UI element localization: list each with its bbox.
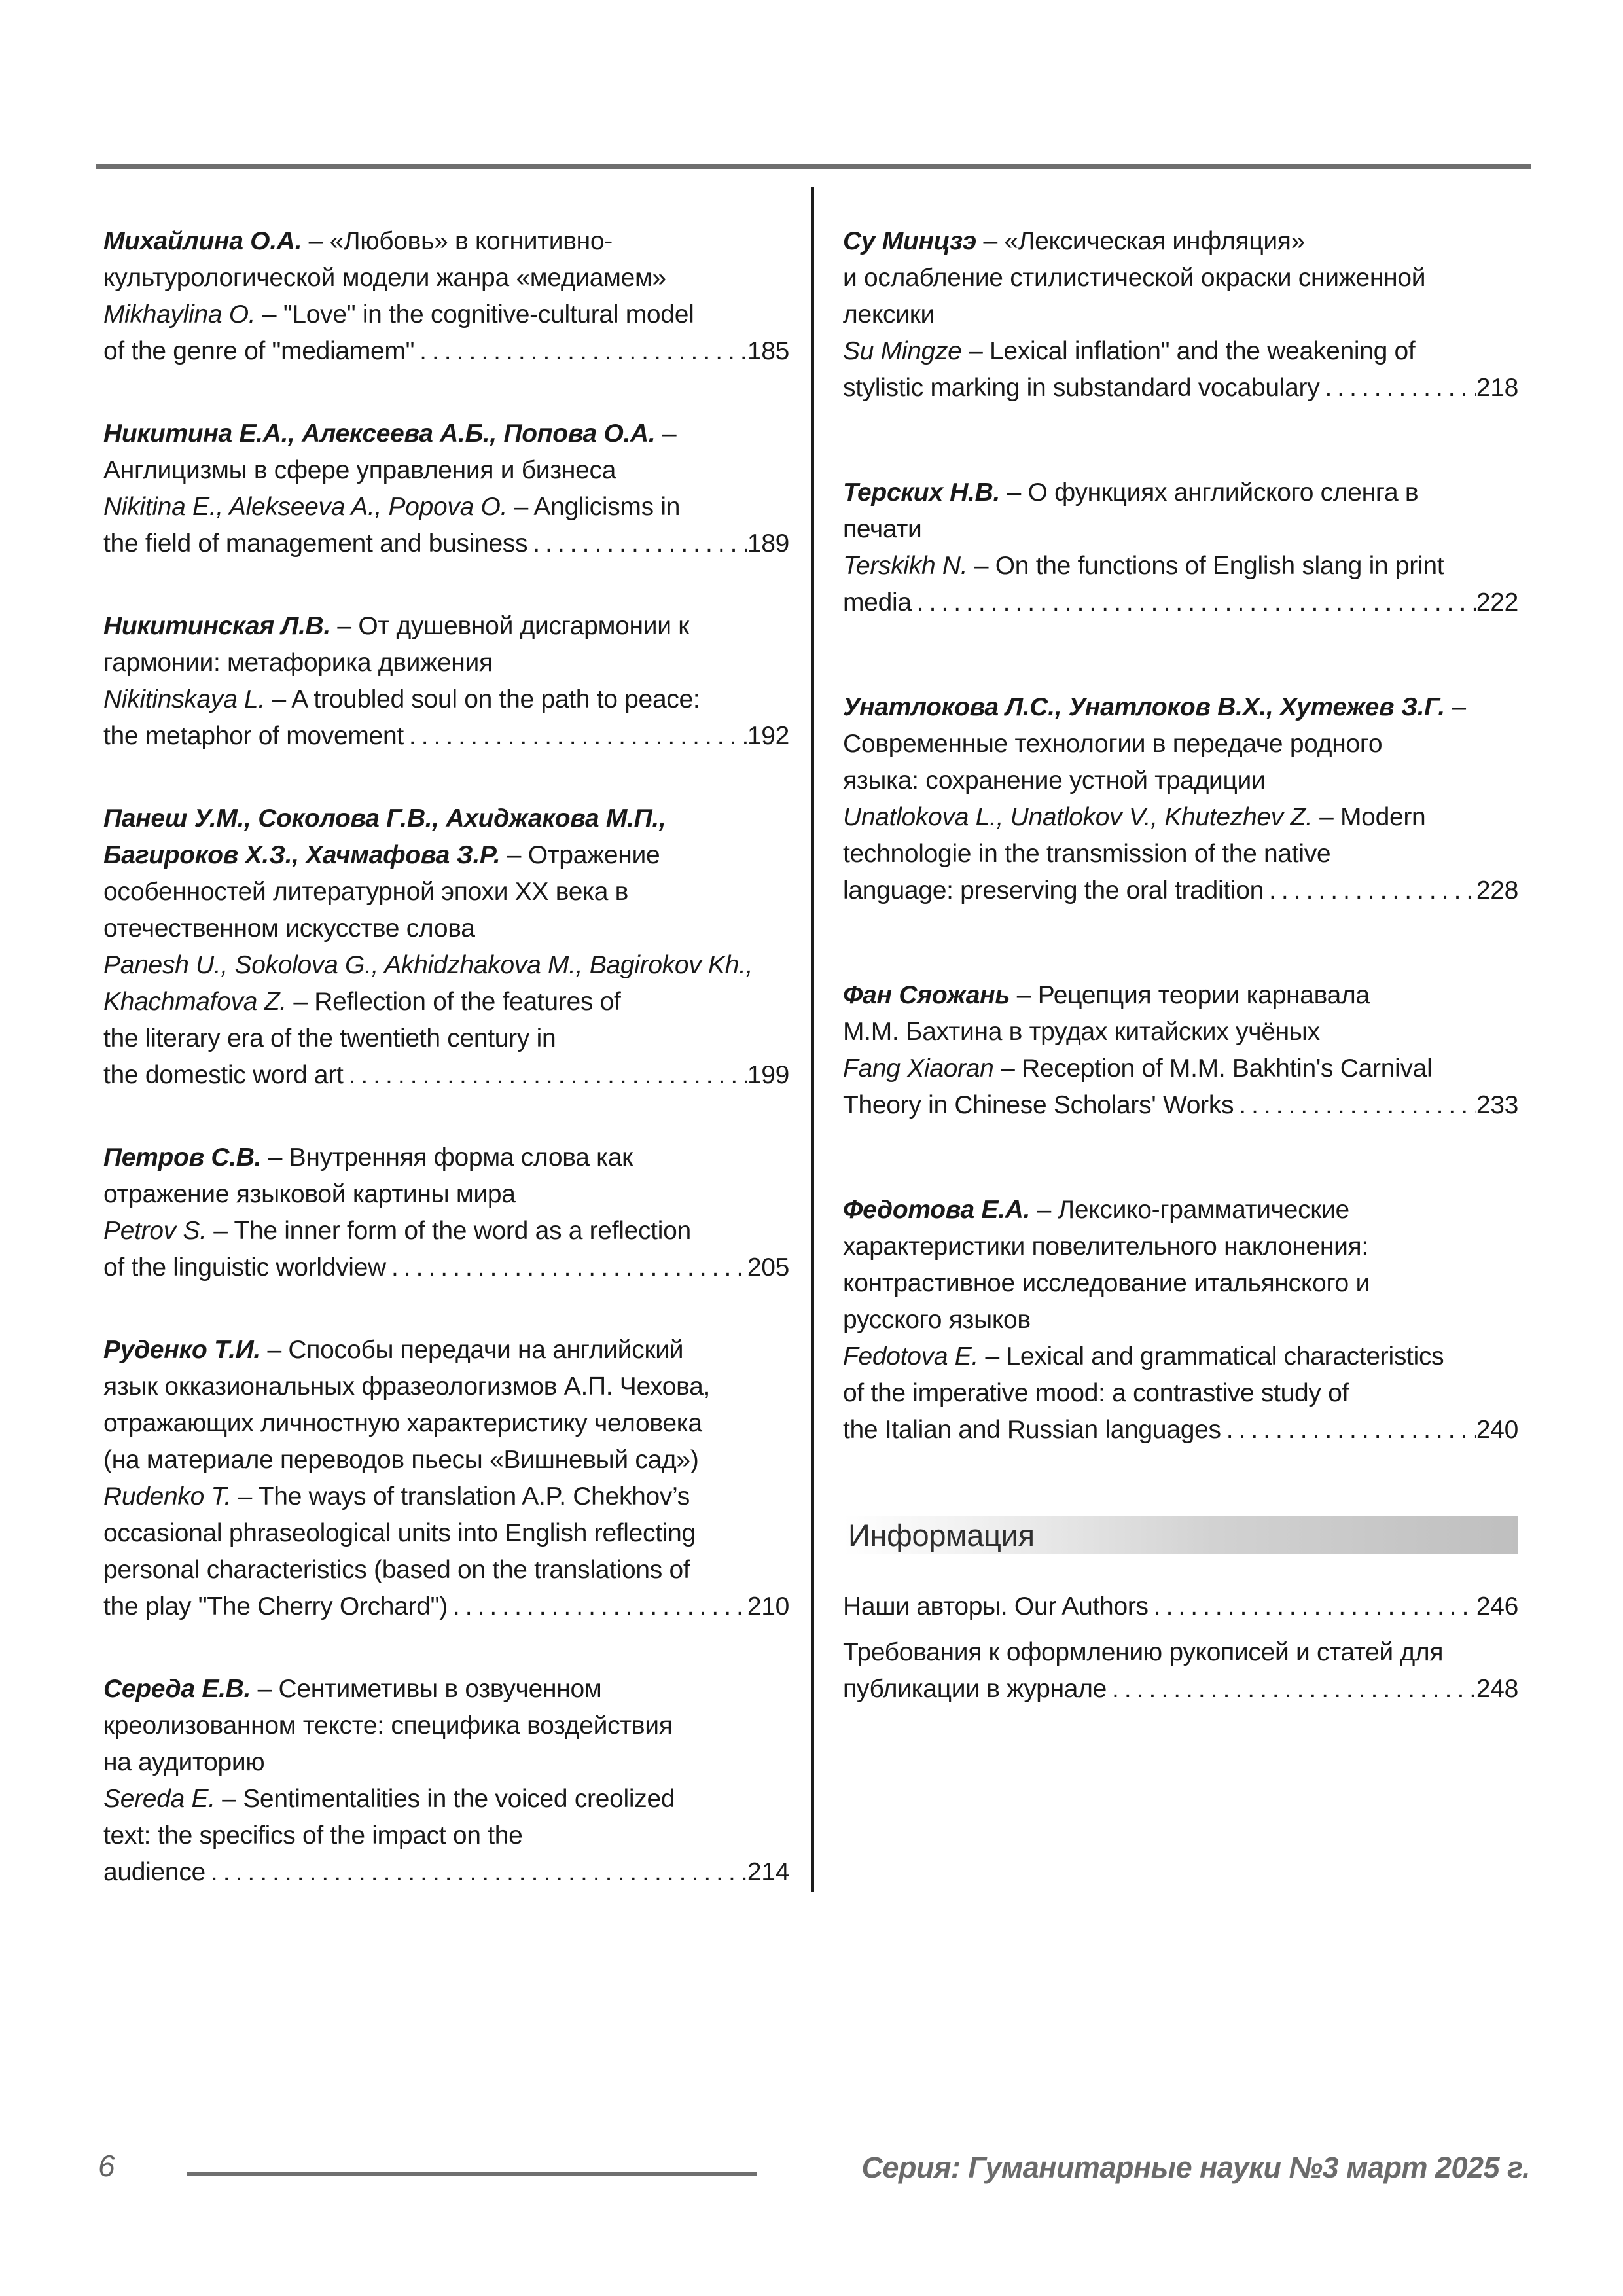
toc-line	[103, 800, 789, 837]
toc-line	[103, 837, 789, 874]
toc-line	[103, 1818, 789, 1854]
author-names-en: Panesh U., Sokolova G., Akhidzhakova M., Bagirokov Kh.,	[103, 951, 753, 979]
toc-line	[843, 726, 1518, 762]
info-item	[843, 1634, 1518, 1708]
title-text: the field of management and business	[103, 529, 528, 558]
dot-leader	[912, 584, 1476, 621]
title-text: – «Любовь» в когнитивно-	[302, 227, 613, 255]
title-text: – The ways of translation A.P. Chekhov’s	[231, 1482, 690, 1511]
title-text: text: the specifics of the impact on the	[103, 1821, 523, 1850]
toc-entry	[103, 1332, 789, 1625]
page-number: 199	[747, 1061, 789, 1089]
page-number: 205	[747, 1253, 789, 1282]
dot-leader	[1107, 1671, 1476, 1708]
title-text: –	[1444, 693, 1466, 721]
toc-line	[843, 511, 1518, 548]
toc-line	[843, 1671, 1518, 1708]
toc-line	[103, 1479, 789, 1515]
title-text: of the genre of "mediamem"	[103, 337, 415, 365]
toc-line	[103, 1781, 789, 1818]
title-text: лексики	[843, 300, 935, 329]
toc-line	[103, 1176, 789, 1213]
title-text: – Reflection of the features of	[286, 988, 621, 1016]
dot-leader	[1319, 370, 1476, 406]
toc-left-column	[103, 223, 789, 1937]
title-text: Theory in Chinese Scholars' Works	[843, 1091, 1234, 1119]
title-text: Англицизмы в сфере управления и бизнеса	[103, 456, 616, 484]
title-text: audience	[103, 1858, 205, 1886]
title-text: – Modern	[1312, 803, 1426, 831]
page-number: 228	[1476, 876, 1518, 905]
top-rule	[96, 164, 1531, 169]
toc-entry	[843, 223, 1518, 406]
dot-leader	[1221, 1412, 1476, 1448]
author-names-en: Terskikh N.	[843, 552, 968, 580]
toc-entry	[103, 223, 789, 370]
toc-entry	[103, 1671, 789, 1891]
toc-line	[103, 1588, 789, 1625]
dot-leader	[527, 526, 747, 562]
toc-line	[103, 1332, 789, 1369]
dot-leader	[414, 333, 747, 370]
page-number: 214	[747, 1858, 789, 1886]
author-names-en: Fedotova E.	[843, 1342, 978, 1371]
toc-line	[103, 296, 789, 333]
toc-line	[843, 1192, 1518, 1229]
toc-line	[843, 1375, 1518, 1412]
toc-line	[103, 874, 789, 910]
toc-line	[843, 296, 1518, 333]
toc-line	[843, 223, 1518, 260]
author-names-en: Nikitinskaya L.	[103, 685, 265, 713]
toc-line	[843, 1302, 1518, 1338]
title-text: публикации в журнале	[843, 1675, 1107, 1703]
title-text: – Лексико-грамматические	[1030, 1196, 1349, 1224]
title-text: technologie in the transmission of the native	[843, 840, 1331, 868]
author-names-en: Mikhaylina O.	[103, 300, 256, 329]
author-names-en: Petrov S.	[103, 1217, 207, 1245]
title-text: – Anglicisms in	[507, 493, 681, 521]
title-text: Современные технологии в передаче родного	[843, 730, 1383, 758]
dot-leader	[205, 1854, 747, 1891]
title-text: – On the functions of English slang in print	[967, 552, 1444, 580]
title-text: – The inner form of the word as a reflection	[206, 1217, 691, 1245]
author-names-ru: Фан Сяожань	[843, 981, 1010, 1009]
toc-line	[103, 718, 789, 755]
toc-line	[103, 1369, 789, 1405]
toc-line	[843, 799, 1518, 836]
author-names-ru: Багироков Х.З., Хачмафова З.Р.	[103, 841, 501, 869]
toc-line	[103, 1249, 789, 1286]
toc-line	[103, 984, 789, 1020]
title-text: – Способы передачи на английский	[260, 1336, 684, 1364]
toc-line	[843, 1588, 1518, 1625]
toc-line	[843, 1087, 1518, 1124]
footer-issue-info: Серия: Гуманитарные науки №3 март 2025 г.	[861, 2151, 1530, 2184]
page-number: 192	[747, 722, 789, 750]
toc-line	[103, 1020, 789, 1057]
toc-line	[103, 645, 789, 681]
title-text: отражающих личностную характеристику человека	[103, 1409, 702, 1437]
toc-line	[103, 223, 789, 260]
title-text: – От душевной дисгармонии к	[330, 612, 689, 640]
toc-line	[843, 977, 1518, 1014]
author-names-ru: Федотова Е.А.	[843, 1196, 1031, 1224]
author-names-en: Su Mingze	[843, 337, 962, 365]
title-text: – Lexical and grammatical characteristics	[978, 1342, 1444, 1371]
toc-line	[843, 872, 1518, 909]
page-number: 233	[1476, 1091, 1518, 1119]
toc-line	[103, 1552, 789, 1588]
toc-entry	[103, 1139, 789, 1286]
toc-line	[103, 1139, 789, 1176]
title-text: контрастивное исследование итальянского и	[843, 1269, 1370, 1297]
page-number: 246	[1476, 1592, 1518, 1621]
toc-line	[843, 584, 1518, 621]
author-names-en: Rudenko T.	[103, 1482, 232, 1511]
title-text: М.М. Бахтина в трудах китайских учёных	[843, 1018, 1320, 1046]
dot-leader	[404, 718, 747, 755]
toc-line	[103, 452, 789, 489]
title-text: на аудиторию	[103, 1748, 265, 1776]
title-text: the literary era of the twentieth century in	[103, 1024, 556, 1052]
page-number: 185	[747, 337, 789, 365]
info-item	[843, 1588, 1518, 1625]
title-text: –	[655, 420, 677, 448]
section-header-bar	[843, 1516, 1518, 1554]
author-names-ru: Михайлина О.А.	[103, 227, 302, 255]
dot-leader	[1264, 872, 1476, 909]
title-text: the metaphor of movement	[103, 722, 404, 750]
title-text: the Italian and Russian languages	[843, 1416, 1221, 1444]
toc-right-column	[843, 223, 1518, 1717]
page-number: 248	[1476, 1675, 1518, 1703]
author-names-ru: Середа Е.В.	[103, 1675, 251, 1703]
title-text: – Reception of M.M. Bakhtin's Carnival	[993, 1054, 1433, 1083]
toc-line	[103, 1405, 789, 1442]
title-text: – О функциях английского сленга в	[1000, 478, 1419, 507]
title-text: – Рецепция теории карнавала	[1010, 981, 1370, 1009]
page-number: 240	[1476, 1416, 1518, 1444]
dot-leader	[1234, 1087, 1476, 1124]
title-text: occasional phraseological units into English reflecting	[103, 1519, 696, 1547]
page-number: 189	[747, 529, 789, 558]
title-text: особенностей литературной эпохи XX века в	[103, 878, 629, 906]
toc-line	[103, 1708, 789, 1744]
title-text: и ослабление стилистической окраски сниженной	[843, 264, 1426, 292]
title-text: media	[843, 588, 912, 617]
section-header-title: Информация	[848, 1518, 1035, 1552]
footer-page-number: 6	[98, 2149, 115, 2183]
title-text: of the imperative mood: a contrastive study of	[843, 1379, 1349, 1407]
dot-leader	[344, 1057, 747, 1094]
title-text: the domestic word art	[103, 1061, 344, 1089]
title-text: personal characteristics (based on the translations of	[103, 1556, 690, 1584]
title-text: – "Love" in the cognitive-cultural model	[255, 300, 694, 329]
author-names-ru: Никитина Е.А., Алексеева А.Б., Попова О.А.	[103, 420, 656, 448]
toc-line	[843, 1265, 1518, 1302]
title-text: – Отражение	[500, 841, 660, 869]
toc-line	[843, 333, 1518, 370]
toc-line	[103, 416, 789, 452]
author-names-en: Khachmafova Z.	[103, 988, 287, 1016]
title-text: Наши авторы. Our Authors	[843, 1592, 1149, 1621]
title-text: – A troubled soul on the path to peace:	[264, 685, 700, 713]
title-text: язык окказиональных фразеологизмов А.П. Чехова,	[103, 1372, 711, 1401]
title-text: – «Лексическая инфляция»	[976, 227, 1306, 255]
column-divider	[812, 187, 814, 1892]
toc-entry	[843, 977, 1518, 1124]
footer-rule	[187, 2172, 757, 2176]
author-names-en: Sereda E.	[103, 1785, 215, 1813]
toc-line	[103, 1854, 789, 1891]
title-text: (на материале переводов пьесы «Вишневый сад»)	[103, 1446, 699, 1474]
dot-leader	[448, 1588, 747, 1625]
toc-line	[103, 1213, 789, 1249]
toc-entry	[103, 800, 789, 1094]
toc-line	[103, 1671, 789, 1708]
toc-line	[843, 836, 1518, 872]
author-names-ru: Терских Н.В.	[843, 478, 1001, 507]
title-text: отражение языковой картины мира	[103, 1180, 516, 1208]
toc-line	[843, 689, 1518, 726]
title-text: печати	[843, 515, 922, 543]
page-number: 218	[1476, 374, 1518, 402]
toc-line	[843, 370, 1518, 406]
title-text: – Sentimentalities in the voiced creolized	[215, 1785, 675, 1813]
title-text: гармонии: метафорика движения	[103, 649, 493, 677]
toc-line	[103, 1442, 789, 1479]
dot-leader	[1149, 1588, 1476, 1625]
author-names-ru: Панеш У.М., Соколова Г.В., Ахиджакова М.П.,	[103, 804, 666, 833]
author-names-ru: Никитинская Л.В.	[103, 612, 330, 640]
title-text: – Lexical inflation" and the weakening of	[961, 337, 1416, 365]
title-text: языка: сохранение устной традиции	[843, 766, 1266, 795]
toc-line	[843, 1338, 1518, 1375]
toc-line	[103, 1515, 789, 1552]
toc-line	[843, 475, 1518, 511]
title-text: креолизованном тексте: специфика воздействия	[103, 1712, 673, 1740]
author-names-ru: Руденко Т.И.	[103, 1336, 260, 1364]
author-names-en: Unatlokova L., Unatlokov V., Khutezhev Z.	[843, 803, 1313, 831]
title-text: Требования к оформлению рукописей и статей для	[843, 1638, 1444, 1666]
title-text: of the linguistic worldview	[103, 1253, 386, 1282]
toc-line	[843, 1634, 1518, 1671]
toc-line	[843, 1412, 1518, 1448]
toc-line	[103, 1744, 789, 1781]
toc-line	[843, 1229, 1518, 1265]
title-text: русского языков	[843, 1306, 1031, 1334]
toc-entry	[103, 416, 789, 562]
toc-entry	[103, 608, 789, 755]
toc-line	[103, 608, 789, 645]
toc-entry	[843, 475, 1518, 621]
title-text: language: preserving the oral tradition	[843, 876, 1264, 905]
toc-line	[103, 489, 789, 526]
title-text: – Сентиметивы в озвученном	[251, 1675, 602, 1703]
toc-line	[103, 947, 789, 984]
dot-leader	[386, 1249, 747, 1286]
title-text: the play "The Cherry Orchard")	[103, 1592, 448, 1621]
toc-entry	[843, 689, 1518, 909]
author-names-en: Nikitina E., Alekseeva A., Popova O.	[103, 493, 508, 521]
author-names-ru: Петров С.В.	[103, 1143, 262, 1172]
toc-line	[103, 681, 789, 718]
author-names-en: Fang Xiaoran	[843, 1054, 994, 1083]
author-names-ru: Су Минцзэ	[843, 227, 976, 255]
page-number: 222	[1476, 588, 1518, 617]
author-names-ru: Унатлокова Л.С., Унатлоков В.Х., Хутежев З.Г.	[843, 693, 1445, 721]
toc-line	[843, 1014, 1518, 1050]
toc-line	[103, 910, 789, 947]
toc-line	[103, 333, 789, 370]
toc-line	[843, 762, 1518, 799]
toc-line	[843, 260, 1518, 296]
title-text: культурологической модели жанра «медиамем»	[103, 264, 666, 292]
toc-entry	[843, 1192, 1518, 1448]
title-text: – Внутренняя форма слова как	[261, 1143, 633, 1172]
toc-line	[103, 260, 789, 296]
toc-line	[103, 526, 789, 562]
title-text: stylistic marking in substandard vocabulary	[843, 374, 1320, 402]
page-number: 210	[747, 1592, 789, 1621]
toc-line	[103, 1057, 789, 1094]
toc-line	[843, 1050, 1518, 1087]
title-text: характеристики повелительного наклонения:	[843, 1232, 1368, 1261]
title-text: отечественном искусстве слова	[103, 914, 475, 942]
toc-line	[843, 548, 1518, 584]
